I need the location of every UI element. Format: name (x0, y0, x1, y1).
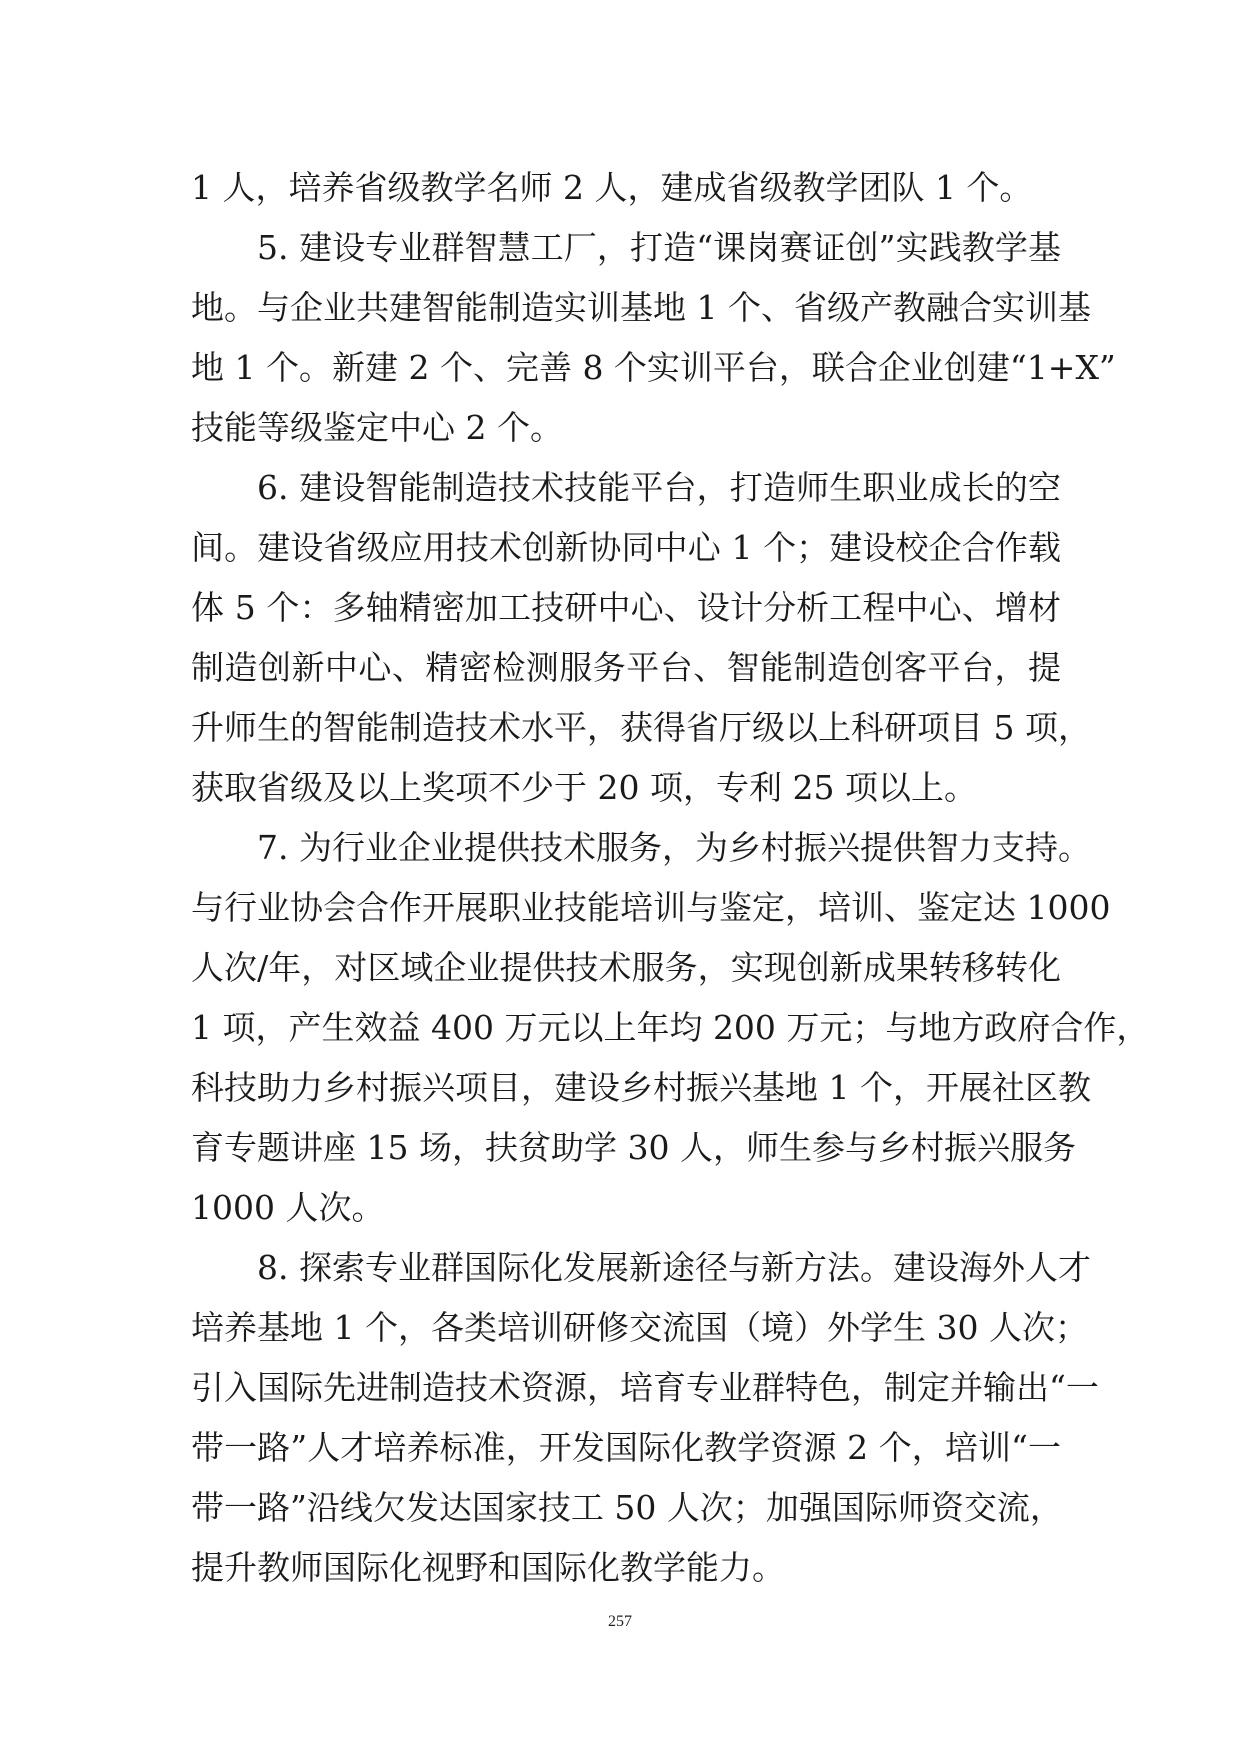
text-line: 升师生的智能制造技术水平，获得省厅级以上科研项目 5 项， (191, 708, 1091, 747)
text-line: 5. 建设专业群智慧工厂，打造“课岗赛证创”实践教学基 (257, 228, 1061, 267)
text-line: 与行业协会合作开展职业技能培训与鉴定，培训、鉴定达 1000 (191, 888, 1111, 927)
text-line: 提升教师国际化视野和国际化教学能力。 (191, 1548, 785, 1587)
body-text (191, 158, 1150, 1598)
text-line: 带一路”沿线欠发达国家技工 50 人次；加强国际师资交流， (191, 1488, 1063, 1527)
text-line: 7. 为行业企业提供技术服务，为乡村振兴提供智力支持。 (257, 828, 1091, 867)
text-line: 获取省级及以上奖项不少于 20 项，专利 25 项以上。 (191, 768, 977, 807)
text-line: 1 项，产生效益 400 万元以上年均 200 万元；与地方政府合作， (191, 1008, 1150, 1047)
text-line: 1 人，培养省级教学名师 2 人，建成省级教学团队 1 个。 (191, 168, 1033, 207)
text-line: 1000 人次。 (191, 1188, 385, 1227)
text-line: 培养基地 1 个，各类培训研修交流国（境）外学生 30 人次； (191, 1308, 1088, 1347)
text-line: 引入国际先进制造技术资源，培育专业群特色，制定并输出“一 (191, 1368, 1099, 1407)
text-line: 技能等级鉴定中心 2 个。 (191, 408, 563, 447)
text-line: 地 1 个。新建 2 个、完善 8 个实训平台，联合企业创建“1+X” (191, 348, 1116, 387)
text-line: 6. 建设智能制造技术技能平台，打造师生职业成长的空 (257, 468, 1061, 507)
text-line: 8. 探索专业群国际化发展新途径与新方法。建设海外人才 (257, 1248, 1091, 1287)
page-number: 257 (608, 1613, 632, 1630)
text-line: 间。建设省级应用技术创新协同中心 1 个；建设校企合作载 (191, 528, 1061, 567)
text-line: 制造创新中心、精密检测服务平台、智能制造创客平台，提 (191, 648, 1061, 687)
text-line: 人次/年，对区域企业提供技术服务，实现创新成果转移转化 (191, 948, 1061, 987)
text-line: 育专题讲座 15 场，扶贫助学 30 人，师生参与乡村振兴服务 (191, 1128, 1076, 1167)
text-line: 地。与企业共建智能制造实训基地 1 个、省级产教融合实训基 (191, 288, 1091, 327)
text-line: 体 5 个：多轴精密加工技研中心、设计分析工程中心、增材 (191, 588, 1061, 627)
text-line: 带一路”人才培养标准，开发国际化教学资源 2 个，培训“一 (191, 1428, 1061, 1467)
text-line: 科技助力乡村振兴项目，建设乡村振兴基地 1 个，开展社区教 (191, 1068, 1091, 1107)
